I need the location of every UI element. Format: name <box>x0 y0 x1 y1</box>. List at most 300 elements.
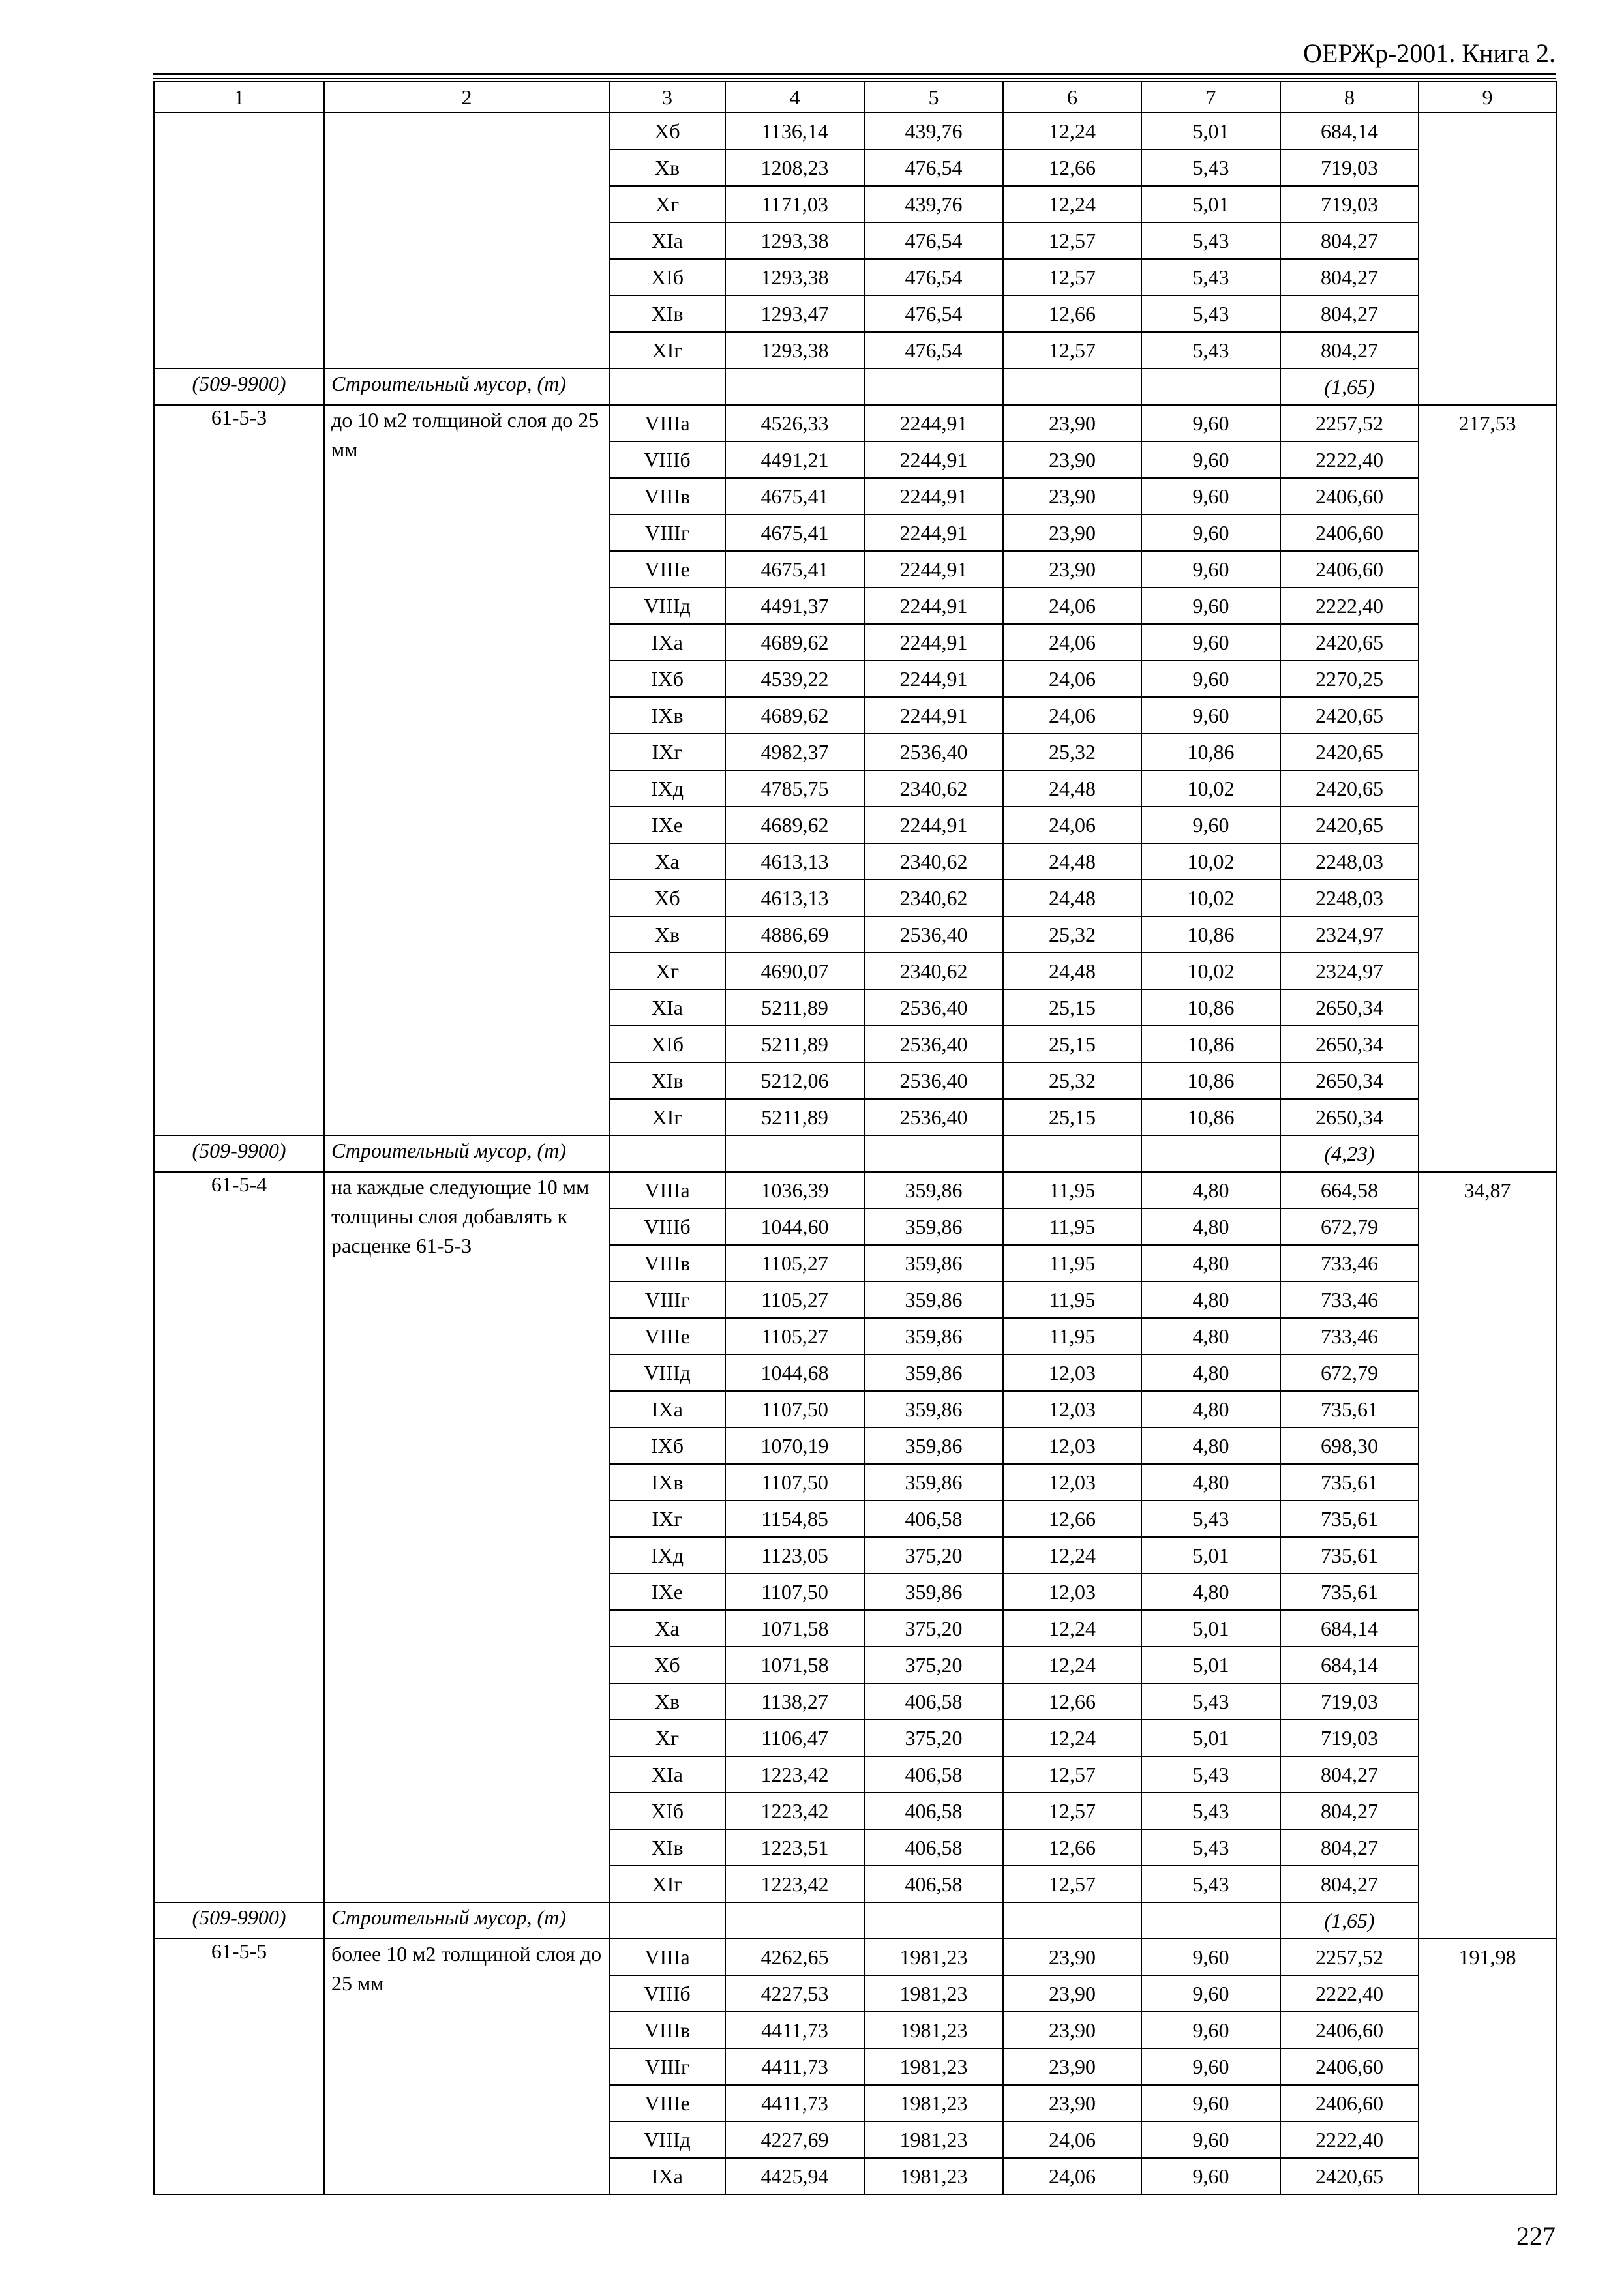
value-cell: 5,43 <box>1141 332 1280 368</box>
value-cell: 10,86 <box>1141 1062 1280 1099</box>
value-cell: 5,01 <box>1141 1720 1280 1756</box>
value-cell: 2406,60 <box>1280 2085 1419 2121</box>
zone-cell: Xг <box>609 1720 725 1756</box>
value-cell: 2406,60 <box>1280 478 1419 515</box>
value-cell: 2406,60 <box>1280 515 1419 551</box>
rate-code: 61-5-4 <box>154 1172 324 1902</box>
value-cell: 5,43 <box>1141 1501 1280 1537</box>
zone-cell: VIIIд <box>609 588 725 624</box>
value-cell: 12,57 <box>1003 1866 1141 1902</box>
empty-cell <box>1141 368 1280 405</box>
value-cell: 804,27 <box>1280 332 1419 368</box>
value-cell: 24,06 <box>1003 588 1141 624</box>
value-cell: 23,90 <box>1003 551 1141 588</box>
value-cell: 439,76 <box>864 113 1003 149</box>
value-cell: 2650,34 <box>1280 1099 1419 1135</box>
zone-cell: IXд <box>609 770 725 807</box>
value-cell: 2244,91 <box>864 661 1003 697</box>
value-cell: 406,58 <box>864 1501 1003 1537</box>
value-cell: 12,57 <box>1003 222 1141 259</box>
value-cell: 25,32 <box>1003 916 1141 953</box>
value-cell: 1223,42 <box>725 1793 864 1829</box>
zone-cell: VIIIг <box>609 515 725 551</box>
value-cell: 9,60 <box>1141 551 1280 588</box>
value-cell: 2244,91 <box>864 807 1003 843</box>
zone-cell: Xа <box>609 843 725 880</box>
value-cell: 684,14 <box>1280 1647 1419 1683</box>
value-cell: 476,54 <box>864 259 1003 295</box>
value-cell: 735,61 <box>1280 1501 1419 1537</box>
value-cell: 10,86 <box>1141 916 1280 953</box>
page-number: 227 <box>1516 2221 1556 2251</box>
zone-cell: VIIIа <box>609 405 725 441</box>
zone-cell: XIг <box>609 332 725 368</box>
value-cell: 2340,62 <box>864 770 1003 807</box>
value-cell: 1154,85 <box>725 1501 864 1537</box>
value-cell: 24,06 <box>1003 661 1141 697</box>
value-cell: 23,90 <box>1003 441 1141 478</box>
zone-cell: VIIIв <box>609 1245 725 1281</box>
value-cell: 25,15 <box>1003 1099 1141 1135</box>
value-cell: 2244,91 <box>864 697 1003 734</box>
zone-cell: XIа <box>609 989 725 1026</box>
zone-cell: VIIIб <box>609 441 725 478</box>
value-cell: 5,43 <box>1141 149 1280 186</box>
value-cell: 5,43 <box>1141 222 1280 259</box>
value-cell: 2222,40 <box>1280 1975 1419 2012</box>
value-cell: 2536,40 <box>864 989 1003 1026</box>
value-cell: 25,15 <box>1003 989 1141 1026</box>
zone-cell: XIв <box>609 295 725 332</box>
value-cell: 23,90 <box>1003 1939 1141 1975</box>
value-cell: 804,27 <box>1280 1793 1419 1829</box>
empty-cell <box>864 1902 1003 1939</box>
zone-cell: IXа <box>609 2158 725 2194</box>
value-cell: 23,90 <box>1003 2012 1141 2048</box>
value-cell: 2222,40 <box>1280 441 1419 478</box>
value-cell: 359,86 <box>864 1281 1003 1318</box>
value-cell: 476,54 <box>864 222 1003 259</box>
value-cell: 1071,58 <box>725 1610 864 1647</box>
value-cell: 359,86 <box>864 1318 1003 1354</box>
value-cell: 5,01 <box>1141 113 1280 149</box>
value-cell: 2244,91 <box>864 405 1003 441</box>
value-cell: 698,30 <box>1280 1428 1419 1464</box>
zone-cell: VIIIб <box>609 1975 725 2012</box>
value-cell: 359,86 <box>864 1428 1003 1464</box>
zone-cell: Xв <box>609 1683 725 1720</box>
zone-cell: VIIIг <box>609 2048 725 2085</box>
value-cell: 1293,38 <box>725 222 864 259</box>
material-name: Строительный мусор, (т) <box>324 368 609 405</box>
value-cell: 1981,23 <box>864 2121 1003 2158</box>
work-description: на каждые следующие 10 мм толщины слоя добавлять к расценке 61-5-3 <box>324 1172 609 1902</box>
value-cell: 4,80 <box>1141 1464 1280 1501</box>
material-quantity: (1,65) <box>1280 368 1419 405</box>
zone-cell: XIв <box>609 1062 725 1099</box>
value-cell: 10,02 <box>1141 770 1280 807</box>
value-cell: 1106,47 <box>725 1720 864 1756</box>
value-cell: 1070,19 <box>725 1428 864 1464</box>
material-quantity: (4,23) <box>1280 1135 1419 1172</box>
value-cell: 2340,62 <box>864 880 1003 916</box>
value-cell: 2536,40 <box>864 1062 1003 1099</box>
zone-cell: VIIIд <box>609 1354 725 1391</box>
value-cell: 1981,23 <box>864 2085 1003 2121</box>
col9-value <box>1419 113 1556 405</box>
value-cell: 439,76 <box>864 186 1003 222</box>
zone-cell: Xб <box>609 113 725 149</box>
value-cell: 664,58 <box>1280 1172 1419 1208</box>
zone-cell: Xг <box>609 953 725 989</box>
value-cell: 2650,34 <box>1280 1026 1419 1062</box>
value-cell: 2270,25 <box>1280 661 1419 697</box>
empty-cell <box>1141 1902 1280 1939</box>
zone-cell: VIIIв <box>609 2012 725 2048</box>
empty-cell <box>1003 1135 1141 1172</box>
value-cell: 406,58 <box>864 1866 1003 1902</box>
value-cell: 1036,39 <box>725 1172 864 1208</box>
value-cell: 9,60 <box>1141 2085 1280 2121</box>
zone-cell: IXб <box>609 661 725 697</box>
value-cell: 23,90 <box>1003 2048 1141 2085</box>
empty-cell <box>864 1135 1003 1172</box>
value-cell: 9,60 <box>1141 441 1280 478</box>
col9-value: 217,53 <box>1419 405 1556 1172</box>
zone-cell: VIIIг <box>609 1281 725 1318</box>
material-quantity: (1,65) <box>1280 1902 1419 1939</box>
table-row <box>154 113 1556 149</box>
value-cell: 24,06 <box>1003 2158 1141 2194</box>
value-cell: 719,03 <box>1280 1720 1419 1756</box>
value-cell: 12,03 <box>1003 1464 1141 1501</box>
value-cell: 2248,03 <box>1280 843 1419 880</box>
value-cell: 12,66 <box>1003 295 1141 332</box>
empty-cell <box>609 1902 725 1939</box>
value-cell: 1071,58 <box>725 1647 864 1683</box>
value-cell: 2406,60 <box>1280 2012 1419 2048</box>
value-cell: 5,01 <box>1141 186 1280 222</box>
value-cell: 4,80 <box>1141 1391 1280 1428</box>
material-row <box>154 368 1556 405</box>
zone-cell: XIб <box>609 1793 725 1829</box>
table-body <box>154 113 1556 2194</box>
value-cell: 23,90 <box>1003 2085 1141 2121</box>
value-cell: 804,27 <box>1280 1829 1419 1866</box>
value-cell: 359,86 <box>864 1245 1003 1281</box>
zone-cell: Xб <box>609 880 725 916</box>
zone-cell: XIа <box>609 1756 725 1793</box>
material-code: (509-9900) <box>154 368 324 405</box>
zone-cell: XIа <box>609 222 725 259</box>
empty-cell <box>725 1902 864 1939</box>
value-cell: 4689,62 <box>725 624 864 661</box>
value-cell: 11,95 <box>1003 1208 1141 1245</box>
table-row <box>154 1172 1556 1208</box>
zone-cell: Xв <box>609 916 725 953</box>
value-cell: 2536,40 <box>864 734 1003 770</box>
value-cell: 9,60 <box>1141 405 1280 441</box>
value-cell: 4689,62 <box>725 697 864 734</box>
value-cell: 359,86 <box>864 1464 1003 1501</box>
value-cell: 2324,97 <box>1280 953 1419 989</box>
value-cell: 12,57 <box>1003 332 1141 368</box>
value-cell: 12,03 <box>1003 1354 1141 1391</box>
value-cell: 4689,62 <box>725 807 864 843</box>
material-row <box>154 1135 1556 1172</box>
col-header: 4 <box>725 82 864 113</box>
empty-cell <box>725 1135 864 1172</box>
value-cell: 9,60 <box>1141 478 1280 515</box>
col9-value: 191,98 <box>1419 1939 1556 2194</box>
value-cell: 9,60 <box>1141 2158 1280 2194</box>
value-cell: 2536,40 <box>864 1099 1003 1135</box>
value-cell: 24,48 <box>1003 880 1141 916</box>
value-cell: 375,20 <box>864 1647 1003 1683</box>
zone-cell: IXб <box>609 1428 725 1464</box>
zone-cell: IXе <box>609 807 725 843</box>
value-cell: 4,80 <box>1141 1428 1280 1464</box>
zone-cell: XIб <box>609 259 725 295</box>
value-cell: 9,60 <box>1141 1939 1280 1975</box>
zone-cell: IXа <box>609 624 725 661</box>
zone-cell: XIг <box>609 1866 725 1902</box>
value-cell: 719,03 <box>1280 149 1419 186</box>
value-cell: 10,02 <box>1141 880 1280 916</box>
value-cell: 359,86 <box>864 1574 1003 1610</box>
value-cell: 1044,60 <box>725 1208 864 1245</box>
value-cell: 4227,53 <box>725 1975 864 2012</box>
value-cell: 1223,42 <box>725 1756 864 1793</box>
value-cell: 1107,50 <box>725 1464 864 1501</box>
value-cell: 2244,91 <box>864 588 1003 624</box>
value-cell: 9,60 <box>1141 697 1280 734</box>
value-cell: 4,80 <box>1141 1318 1280 1354</box>
value-cell: 9,60 <box>1141 807 1280 843</box>
value-cell: 12,66 <box>1003 1683 1141 1720</box>
value-cell: 1223,42 <box>725 1866 864 1902</box>
zone-cell: VIIIа <box>609 1172 725 1208</box>
table-row <box>154 1939 1556 1975</box>
empty-cell <box>609 1135 725 1172</box>
col-header: 3 <box>609 82 725 113</box>
value-cell: 4526,33 <box>725 405 864 441</box>
value-cell: 5,43 <box>1141 1683 1280 1720</box>
value-cell: 672,79 <box>1280 1208 1419 1245</box>
value-cell: 1138,27 <box>725 1683 864 1720</box>
material-name: Строительный мусор, (т) <box>324 1902 609 1939</box>
value-cell: 2340,62 <box>864 953 1003 989</box>
zone-cell: IXв <box>609 1464 725 1501</box>
value-cell: 25,15 <box>1003 1026 1141 1062</box>
value-cell: 2420,65 <box>1280 770 1419 807</box>
empty-cell <box>864 368 1003 405</box>
value-cell: 10,02 <box>1141 843 1280 880</box>
value-cell: 1208,23 <box>725 149 864 186</box>
value-cell: 1981,23 <box>864 2048 1003 2085</box>
value-cell: 2650,34 <box>1280 1062 1419 1099</box>
value-cell: 10,86 <box>1141 734 1280 770</box>
value-cell: 733,46 <box>1280 1281 1419 1318</box>
value-cell: 4785,75 <box>725 770 864 807</box>
value-cell: 23,90 <box>1003 478 1141 515</box>
value-cell: 25,32 <box>1003 1062 1141 1099</box>
value-cell: 375,20 <box>864 1720 1003 1756</box>
zone-cell: VIIIв <box>609 478 725 515</box>
value-cell: 1293,38 <box>725 259 864 295</box>
value-cell: 2420,65 <box>1280 734 1419 770</box>
value-cell: 406,58 <box>864 1793 1003 1829</box>
value-cell: 2222,40 <box>1280 2121 1419 2158</box>
zone-cell: XIв <box>609 1829 725 1866</box>
value-cell: 1107,50 <box>725 1574 864 1610</box>
zone-cell: VIIIе <box>609 2085 725 2121</box>
header-rule-thick <box>153 73 1556 75</box>
rate-code <box>154 113 324 368</box>
empty-cell <box>725 368 864 405</box>
value-cell: 2420,65 <box>1280 2158 1419 2194</box>
value-cell: 5,01 <box>1141 1610 1280 1647</box>
value-cell: 2406,60 <box>1280 551 1419 588</box>
zone-cell: Xб <box>609 1647 725 1683</box>
value-cell: 23,90 <box>1003 1975 1141 2012</box>
col9-value: 34,87 <box>1419 1172 1556 1939</box>
zone-cell: VIIIа <box>609 1939 725 1975</box>
value-cell: 5,43 <box>1141 1829 1280 1866</box>
value-cell: 12,24 <box>1003 113 1141 149</box>
column-number-row <box>154 82 1556 113</box>
value-cell: 359,86 <box>864 1172 1003 1208</box>
value-cell: 2650,34 <box>1280 989 1419 1026</box>
zone-cell: VIIIе <box>609 1318 725 1354</box>
value-cell: 4,80 <box>1141 1172 1280 1208</box>
value-cell: 2244,91 <box>864 441 1003 478</box>
value-cell: 1044,68 <box>725 1354 864 1391</box>
value-cell: 2222,40 <box>1280 588 1419 624</box>
value-cell: 9,60 <box>1141 1975 1280 2012</box>
value-cell: 4675,41 <box>725 478 864 515</box>
value-cell: 804,27 <box>1280 1756 1419 1793</box>
material-code: (509-9900) <box>154 1902 324 1939</box>
value-cell: 5,43 <box>1141 295 1280 332</box>
value-cell: 735,61 <box>1280 1537 1419 1574</box>
zone-cell: IXд <box>609 1537 725 1574</box>
value-cell: 5,43 <box>1141 1756 1280 1793</box>
value-cell: 2244,91 <box>864 624 1003 661</box>
empty-cell <box>1141 1135 1280 1172</box>
zone-cell: VIIIе <box>609 551 725 588</box>
value-cell: 406,58 <box>864 1829 1003 1866</box>
zone-cell: XIг <box>609 1099 725 1135</box>
value-cell: 4425,94 <box>725 2158 864 2194</box>
rates-table <box>153 81 1557 2195</box>
value-cell: 804,27 <box>1280 222 1419 259</box>
value-cell: 1981,23 <box>864 2012 1003 2048</box>
value-cell: 24,48 <box>1003 843 1141 880</box>
zone-cell: IXв <box>609 697 725 734</box>
value-cell: 10,86 <box>1141 1026 1280 1062</box>
value-cell: 1107,50 <box>725 1391 864 1428</box>
material-name: Строительный мусор, (т) <box>324 1135 609 1172</box>
value-cell: 2244,91 <box>864 551 1003 588</box>
value-cell: 11,95 <box>1003 1318 1141 1354</box>
value-cell: 476,54 <box>864 295 1003 332</box>
value-cell: 9,60 <box>1141 624 1280 661</box>
value-cell: 733,46 <box>1280 1318 1419 1354</box>
value-cell: 2420,65 <box>1280 624 1419 661</box>
value-cell: 1105,27 <box>725 1245 864 1281</box>
value-cell: 4227,69 <box>725 2121 864 2158</box>
value-cell: 1293,38 <box>725 332 864 368</box>
value-cell: 359,86 <box>864 1391 1003 1428</box>
document-header: ОЕРЖр-2001. Книга 2. <box>1303 38 1556 68</box>
value-cell: 4,80 <box>1141 1245 1280 1281</box>
value-cell: 2244,91 <box>864 478 1003 515</box>
value-cell: 5,43 <box>1141 1866 1280 1902</box>
zone-cell: Xа <box>609 1610 725 1647</box>
value-cell: 2420,65 <box>1280 807 1419 843</box>
value-cell: 23,90 <box>1003 405 1141 441</box>
value-cell: 23,90 <box>1003 515 1141 551</box>
value-cell: 4675,41 <box>725 515 864 551</box>
value-cell: 359,86 <box>864 1208 1003 1245</box>
value-cell: 5,01 <box>1141 1537 1280 1574</box>
value-cell: 5,01 <box>1141 1647 1280 1683</box>
value-cell: 1981,23 <box>864 1975 1003 2012</box>
zone-cell: VIIIб <box>609 1208 725 1245</box>
material-code: (509-9900) <box>154 1135 324 1172</box>
value-cell: 406,58 <box>864 1683 1003 1720</box>
value-cell: 1293,47 <box>725 295 864 332</box>
value-cell: 24,06 <box>1003 807 1141 843</box>
value-cell: 12,24 <box>1003 186 1141 222</box>
value-cell: 719,03 <box>1280 186 1419 222</box>
rate-code: 61-5-5 <box>154 1939 324 2194</box>
value-cell: 10,02 <box>1141 953 1280 989</box>
header-rule-thin <box>153 78 1556 79</box>
value-cell: 4690,07 <box>725 953 864 989</box>
value-cell: 24,06 <box>1003 697 1141 734</box>
value-cell: 12,03 <box>1003 1391 1141 1428</box>
value-cell: 4613,13 <box>725 843 864 880</box>
value-cell: 2244,91 <box>864 515 1003 551</box>
value-cell: 406,58 <box>864 1756 1003 1793</box>
value-cell: 4,80 <box>1141 1208 1280 1245</box>
zone-cell: XIб <box>609 1026 725 1062</box>
value-cell: 9,60 <box>1141 588 1280 624</box>
value-cell: 2340,62 <box>864 843 1003 880</box>
value-cell: 359,86 <box>864 1354 1003 1391</box>
value-cell: 11,95 <box>1003 1245 1141 1281</box>
value-cell: 5211,89 <box>725 1099 864 1135</box>
value-cell: 4411,73 <box>725 2085 864 2121</box>
value-cell: 12,24 <box>1003 1610 1141 1647</box>
value-cell: 5212,06 <box>725 1062 864 1099</box>
material-row <box>154 1902 1556 1939</box>
value-cell: 5,43 <box>1141 259 1280 295</box>
value-cell: 684,14 <box>1280 113 1419 149</box>
value-cell: 672,79 <box>1280 1354 1419 1391</box>
value-cell: 12,57 <box>1003 259 1141 295</box>
value-cell: 12,66 <box>1003 1501 1141 1537</box>
work-description <box>324 113 609 368</box>
value-cell: 2536,40 <box>864 916 1003 953</box>
value-cell: 12,66 <box>1003 1829 1141 1866</box>
value-cell: 12,03 <box>1003 1574 1141 1610</box>
value-cell: 684,14 <box>1280 1610 1419 1647</box>
zone-cell: IXе <box>609 1574 725 1610</box>
empty-cell <box>1003 1902 1141 1939</box>
